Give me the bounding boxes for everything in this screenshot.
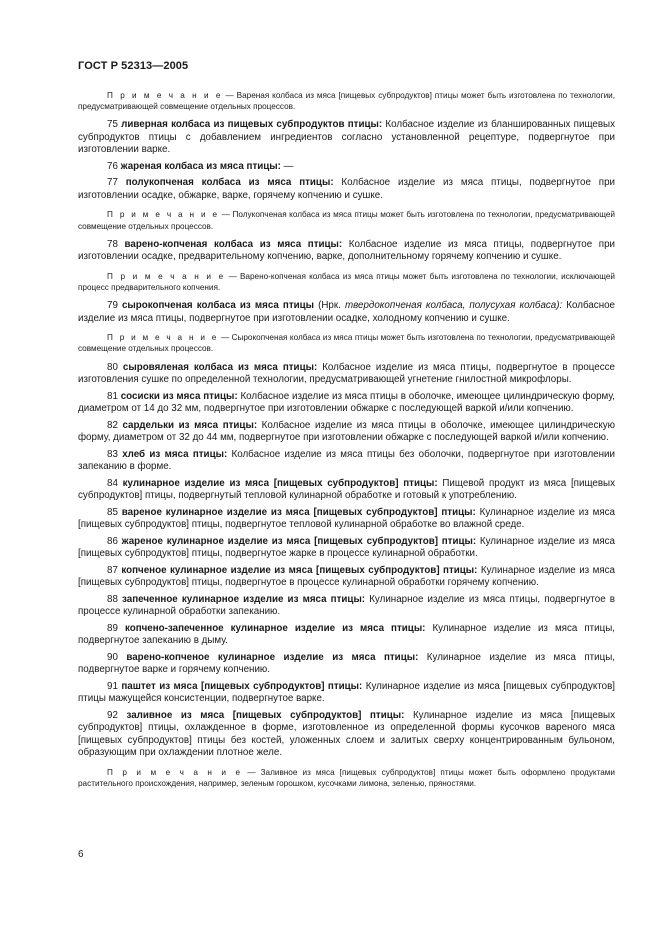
term-name: сыровяленая колбаса из мяса птицы: — [122, 361, 318, 373]
term-text: Колбасное изделие из мяса птицы в оболочке, имеющее цилиндрическую форму, диаметром от 14 до 32 мм, подвергнутое при изготовлении обжарке с последующей варкой и/или копчению. — [78, 390, 615, 415]
document-header: ГОСТ Р 52313—2005 — [78, 60, 189, 72]
term-number: 77 — [107, 177, 126, 189]
term-number: 85 — [107, 506, 122, 518]
term-definition-77 — [78, 177, 615, 202]
term-name: жареная колбаса из мяса птицы: — [120, 160, 281, 172]
term-definition-76 — [78, 161, 615, 174]
note-text: — Сырокопченая колбаса из мяса птицы может быть изготовлена по технологии, предусматривающей совмещение отдельных процессов. — [78, 333, 616, 354]
term-text: Кулинарное изделие из мяса птицы, подвергнутое варке и горячему копчению. — [78, 651, 615, 676]
term-number: 89 — [107, 622, 125, 634]
term-definition-88 — [78, 594, 615, 619]
term-text: Кулинарное изделие из мяса [пищевых субпродуктов] птицы, охлажденное в форме, изготовленное из определенной формы кусочков вареного мяса [пищевых субпродуктов] птицы без костей, уложенных слоем и залитых сверху концентрированным бульоном, образующим при охлаждении плотное желе. — [78, 709, 615, 759]
spacer — [78, 264, 615, 271]
term-definition-79 — [78, 300, 615, 325]
term-deprecated-prefix: (Нрк. — [314, 300, 345, 312]
term-number: 87 — [107, 564, 122, 576]
term-text: Кулинарное изделие из мяса птицы, подвергнутое запеканию в дыму. — [78, 622, 615, 647]
term-text: Колбасное изделие из мяса птицы, подвергнутое в процессе изготовления сушке по определенной технологии, предусматривающей угнетение гнилостной микрофлоры. — [78, 361, 616, 386]
page-number: 6 — [78, 849, 84, 860]
spacer — [78, 293, 615, 300]
term-name: варено-копченая колбаса из мяса птицы: — [124, 238, 343, 250]
term-number: 75 — [107, 119, 122, 131]
term-definition-80 — [78, 362, 615, 387]
note-paragraph — [78, 332, 615, 354]
term-number: 88 — [107, 593, 123, 605]
term-name: сосиски из мяса птицы: — [120, 390, 238, 402]
term-definition-90 — [78, 652, 615, 677]
term-definition-92 — [78, 710, 615, 760]
term-name: варено-копченое кулинарное изделие из мяса птицы: — [126, 651, 419, 663]
note-text: — Заливное из мяса [пищевых субпродуктов] птицы может быть оформлено продуктами растительного происхождения, например, зеленым горошком, кусочками лимона, зеленью, пряностями. — [78, 767, 616, 788]
term-number: 82 — [107, 419, 123, 431]
term-number: 92 — [107, 709, 127, 721]
term-definition-83 — [78, 449, 615, 474]
term-text: Кулинарное изделие из мяса [пищевых субпродуктов] птицы мажущейся консистенции, подвергнутое варке. — [78, 680, 615, 705]
term-text: Пищевой продукт из мяса [пищевых субпродуктов] птицы, подвергнутый тепловой кулинарной обработке и готовый к употреблению. — [78, 477, 615, 502]
term-number: 86 — [107, 535, 122, 547]
term-number: 84 — [107, 477, 123, 489]
term-definition-91 — [78, 681, 615, 706]
term-definition-82 — [78, 420, 615, 445]
note-label: П р и м е ч а н и е — [107, 210, 220, 220]
term-text: Колбасное изделие из мяса птицы без оболочки, подвергнутое при изготовлении запеканию в форме. — [78, 448, 615, 473]
term-name: заливное из мяса [пищевых субпродуктов] птицы: — [126, 709, 405, 721]
spacer — [78, 355, 615, 362]
note-paragraph — [78, 271, 615, 293]
term-name: кулинарное изделие из мяса [пищевых субпродуктов] птицы: — [122, 477, 438, 489]
note-text: — Вареная колбаса из мяса [пищевых субпродуктов] птицы может быть изготовлена по технологии, предусматривающей совмещение отдельных процессов. — [78, 91, 615, 112]
note-paragraph — [78, 209, 615, 231]
note-label: П р и м е ч а н и е — [107, 271, 226, 281]
note-text: — Полукопченая колбаса из мяса птицы может быть изготовлена по технологии, предусматривающей совмещение отдельных процессов. — [78, 210, 615, 231]
term-number: 81 — [107, 390, 121, 402]
term-definition-86 — [78, 536, 615, 561]
term-definition-75 — [78, 119, 615, 157]
term-text: — — [280, 160, 294, 172]
term-text: Кулинарное изделие из мяса [пищевых субпродуктов] птицы, подвергнутое жарке в процессе кулинарной обработки. — [78, 535, 615, 560]
term-definition-85 — [78, 507, 615, 532]
term-number: 79 — [107, 300, 122, 312]
term-name: сырокопченая колбаса из мяса птицы — [121, 300, 315, 312]
term-name: вареное кулинарное изделие из мяса [пищевых субпродуктов] птицы: — [121, 506, 476, 518]
spacer — [78, 232, 615, 239]
spacer — [78, 112, 615, 119]
term-name: хлеб из мяса птицы: — [122, 448, 228, 460]
note-label: П р и м е ч а н и е — [107, 91, 223, 100]
note-label: П р и м е ч а н и е — [107, 333, 219, 343]
term-text: Колбасное изделие из мяса птицы, подвергнутое при изготовлении осадке, холодному копчению и сушке. — [78, 300, 615, 324]
term-definition-87 — [78, 565, 615, 590]
term-definition-84 — [78, 478, 615, 503]
spacer — [78, 325, 615, 332]
term-definition-78 — [78, 239, 615, 264]
note-label: П р и м е ч а н и е — [107, 767, 243, 777]
term-name: паштет из мяса [пищевых субпродуктов] птицы: — [121, 680, 363, 692]
term-definition-89 — [78, 623, 615, 648]
term-text: Кулинарное изделие из мяса [пищевых субпродуктов] птицы, подвергнутое тепловой кулинарной обработке во влажной среде. — [78, 506, 615, 531]
term-text: Колбасное изделие из бланшированных пищевых субпродуктов птицы с добавлением ингредиентов согласно установленной рецептуре, подвергнутое при изготовлении варке. — [78, 119, 615, 156]
spacer — [78, 760, 615, 767]
term-name: ливерная колбаса из пищевых субпродуктов птицы: — [121, 119, 383, 131]
term-number: 80 — [107, 361, 123, 373]
term-number: 78 — [107, 238, 125, 250]
note-paragraph — [78, 90, 615, 112]
term-definition-81 — [78, 391, 615, 416]
term-text: Кулинарное изделие из мяса птицы, подвергнутое в процессе кулинарной обработки запеканию. — [78, 593, 615, 618]
term-name: полукопченая колбаса из мяса птицы: — [125, 177, 334, 189]
term-name: жареное кулинарное изделие из мяса [пищевых субпродуктов] птицы: — [121, 535, 477, 547]
document-body — [78, 90, 615, 789]
term-text: Колбасное изделие из мяса птицы, подвергнутое при изготовлении осадке, обжарке, варке, горячему копчению и сушке. — [78, 177, 616, 201]
term-deprecated: твердокопченая колбаса, полусухая колбаса): — [344, 300, 563, 312]
term-number: 76 — [107, 160, 121, 172]
spacer — [78, 202, 615, 209]
term-name: сардельки из мяса птицы: — [122, 419, 258, 431]
note-text: — Варено-копченая колбаса из мяса птицы может быть изготовлена по технологии, исключающей процесс предварительного копчения. — [78, 271, 615, 293]
term-name: копченое кулинарное изделие из мяса [пищевых субпродуктов] птицы: — [121, 564, 478, 576]
term-name: запеченное кулинарное изделие из мяса птицы: — [122, 593, 366, 605]
term-text: Кулинарное изделие из мяса [пищевых субпродуктов] птицы, подвергнутое в процессе кулинарной обработки горячему копчению. — [78, 564, 615, 589]
term-name: копчено-запеченное кулинарное изделие из мяса птицы: — [124, 622, 426, 634]
note-paragraph — [78, 767, 615, 789]
term-number: 83 — [107, 448, 123, 460]
term-number: 90 — [107, 651, 127, 663]
term-text: Колбасное изделие из мяса птицы в оболочке, имеющее цилиндрическую форму, диаметром от 32 до 44 мм, подвергнутое при изготовлении обжарке с последующей варкой и/или копчению. — [78, 419, 616, 444]
term-text: Колбасное изделие из мяса птицы, подвергнутое при изготовлении осадке, предварительному копчению, варке, дополнительному горячему копчению и сушке. — [78, 238, 615, 263]
term-number: 91 — [107, 680, 122, 692]
